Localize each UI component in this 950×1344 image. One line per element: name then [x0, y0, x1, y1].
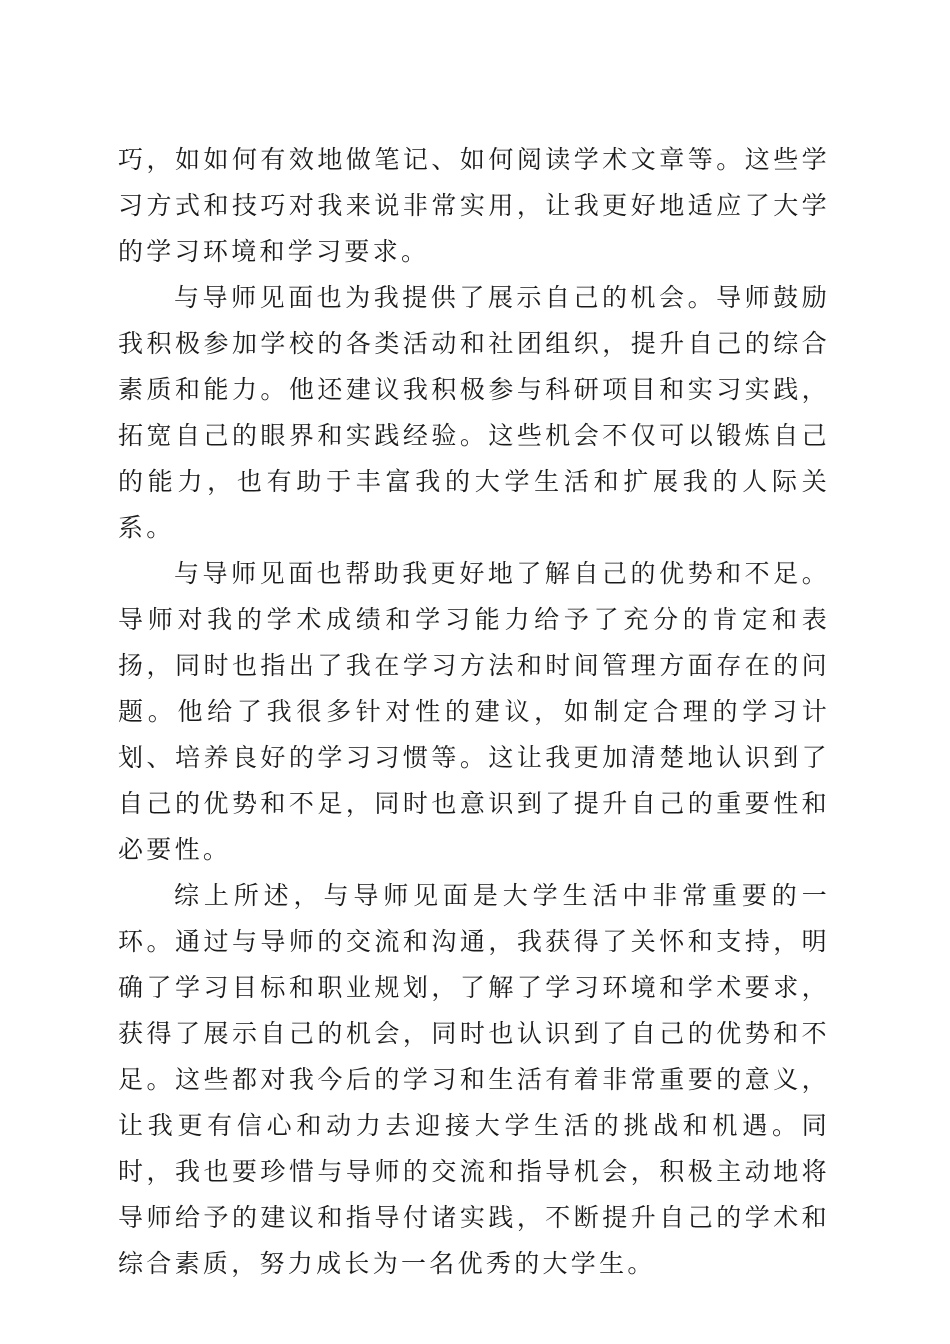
paragraph-continued: 巧，如如何有效地做笔记、如何阅读学术文章等。这些学习方式和技巧对我来说非常实用，让我更好地适应了大学的学习环境和学习要求。 [118, 145, 830, 266]
paragraph-opportunity: 与导师见面也为我提供了展示自己的机会。导师鼓励我积极参加学校的各类活动和社团组织，提升自己的综合素质和能力。他还建议我积极参与科研项目和实习实践，拓宽自己的眼界和实践经验。这些机会不仅可以锻炼自己的能力，也有助于丰富我的大学生活和扩展我的人际关系。 [118, 283, 830, 542]
paragraph-strengths: 与导师见面也帮助我更好地了解自己的优势和不足。导师对我的学术成绩和学习能力给予了充分的肯定和表扬，同时也指出了我在学习方法和时间管理方面存在的问题。他给了我很多针对性的建议，如制定合理的学习计划、培养良好的学习习惯等。这让我更加清楚地认识到了自己的优势和不足，同时也意识到了提升自己的重要性和必要性。 [118, 559, 830, 864]
paragraph-conclusion: 综上所述，与导师见面是大学生活中非常重要的一环。通过与导师的交流和沟通，我获得了关怀和支持，明确了学习目标和职业规划，了解了学习环境和学术要求，获得了展示自己的机会，同时也认识到了自己的优势和不足。这些都对我今后的学习和生活有着非常重要的意义，让我更有信心和动力去迎接大学生活的挑战和机遇。同时，我也要珍惜与导师的交流和指导机会，积极主动地将导师给予的建议和指导付诸实践，不断提升自己的学术和综合素质，努力成长为一名优秀的大学生。 [118, 881, 830, 1278]
document-body [118, 137, 830, 1287]
